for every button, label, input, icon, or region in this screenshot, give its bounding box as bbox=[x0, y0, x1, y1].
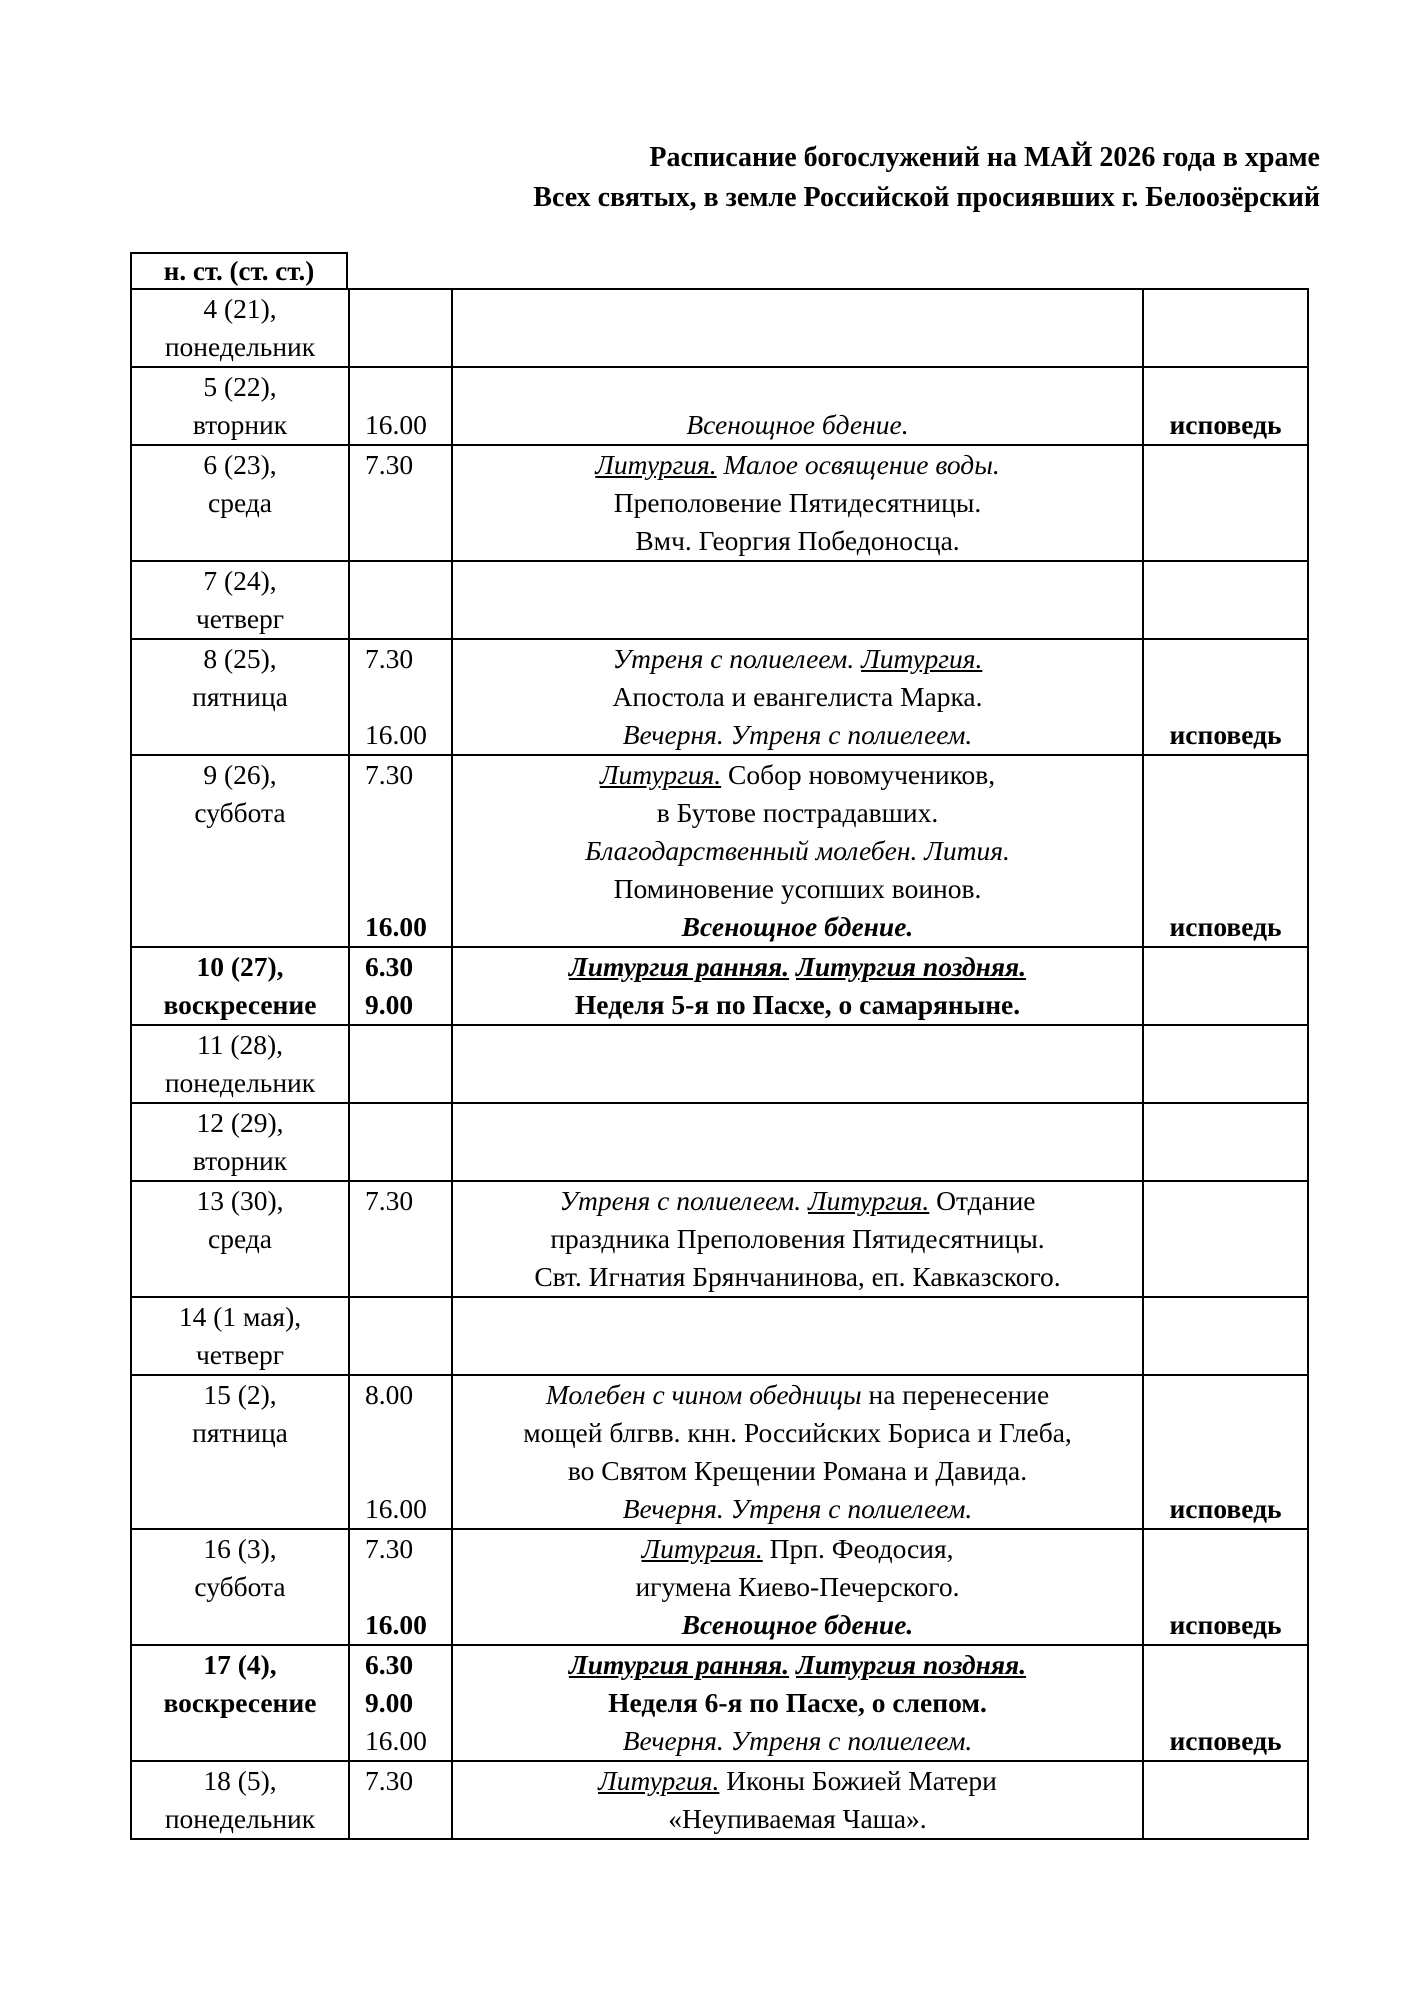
service-text: Литургия. bbox=[861, 643, 983, 674]
service-line bbox=[453, 328, 1142, 366]
confession-label bbox=[1144, 640, 1307, 678]
title-line-1: Расписание богослужений на МАЙ 2026 года в храме bbox=[649, 142, 1320, 173]
service-time bbox=[365, 1414, 451, 1452]
service-time bbox=[365, 1104, 451, 1142]
service-time: 6.30 bbox=[365, 1649, 414, 1680]
service-line bbox=[453, 1414, 1142, 1452]
service-text: Вечерня. Утреня с полиелеем. bbox=[622, 1493, 973, 1524]
date-text: 4 (21), bbox=[203, 293, 277, 324]
time-cell bbox=[349, 289, 452, 367]
confession-label bbox=[1144, 1530, 1307, 1568]
date-text: 7 (24), bbox=[203, 565, 277, 596]
date-cell bbox=[131, 1181, 349, 1297]
confession-cell bbox=[1143, 1025, 1308, 1103]
confession-label bbox=[1144, 1298, 1307, 1336]
confession-cell bbox=[1143, 1645, 1308, 1761]
confession-cell bbox=[1143, 639, 1308, 755]
date-text: 6 (23), bbox=[203, 449, 277, 480]
time-cell bbox=[349, 1103, 452, 1181]
service-line bbox=[453, 908, 1142, 946]
time-cell bbox=[349, 639, 452, 755]
confession-label bbox=[1144, 1220, 1307, 1258]
confession-label bbox=[1144, 870, 1307, 908]
service-line bbox=[453, 1104, 1142, 1142]
confession-cell bbox=[1143, 1529, 1308, 1645]
service-time bbox=[365, 678, 451, 716]
date-cell bbox=[131, 1645, 349, 1761]
service-cell bbox=[452, 367, 1143, 445]
confession-label bbox=[1144, 1452, 1307, 1490]
confession-label bbox=[1144, 794, 1307, 832]
service-line bbox=[453, 1684, 1142, 1722]
service-text: Литургия. bbox=[807, 1185, 930, 1216]
table-row bbox=[131, 1025, 1308, 1103]
service-line bbox=[453, 1530, 1142, 1568]
time-cell bbox=[349, 445, 452, 561]
service-text: Всенощное бдение. bbox=[686, 409, 909, 440]
service-line bbox=[453, 446, 1142, 484]
service-cell bbox=[452, 639, 1143, 755]
confession-label bbox=[1144, 948, 1307, 986]
date-text: 11 (28), bbox=[196, 1029, 284, 1060]
service-line bbox=[453, 600, 1142, 638]
time-cell bbox=[349, 1181, 452, 1297]
service-time bbox=[365, 1800, 451, 1838]
service-time bbox=[365, 794, 451, 832]
table-row bbox=[131, 1761, 1308, 1839]
date-text: воскресение bbox=[163, 989, 317, 1020]
date-text: 13 (30), bbox=[196, 1185, 284, 1216]
date-text: суббота bbox=[194, 1571, 286, 1602]
service-time bbox=[365, 870, 451, 908]
service-line bbox=[453, 1258, 1142, 1296]
service-time bbox=[365, 1064, 451, 1102]
confession-label bbox=[1144, 600, 1307, 638]
table-row bbox=[131, 445, 1308, 561]
service-text: праздника Преполовения Пятидесятницы. bbox=[550, 1223, 1045, 1254]
confession-cell bbox=[1143, 445, 1308, 561]
date-text: понедельник bbox=[164, 1067, 316, 1098]
service-time bbox=[365, 522, 451, 560]
confession-label bbox=[1144, 1142, 1307, 1180]
service-text: Литургия. bbox=[598, 1765, 720, 1796]
service-text: Литургия ранняя. bbox=[568, 951, 790, 982]
date-text: 14 (1 мая), bbox=[178, 1301, 302, 1332]
date-cell bbox=[131, 1529, 349, 1645]
service-time bbox=[365, 1220, 451, 1258]
service-text: Собор новомучеников, bbox=[721, 759, 996, 790]
service-cell bbox=[452, 1297, 1143, 1375]
confession-label bbox=[1144, 1182, 1307, 1220]
service-text: Вечерня. Утреня с полиелеем. bbox=[622, 719, 973, 750]
service-line bbox=[453, 716, 1142, 754]
service-cell bbox=[452, 289, 1143, 367]
service-line bbox=[453, 406, 1142, 444]
service-line bbox=[453, 1646, 1142, 1684]
service-cell bbox=[452, 1529, 1143, 1645]
confession-label bbox=[1144, 368, 1307, 406]
service-text: Литургия. bbox=[641, 1533, 763, 1564]
service-line bbox=[453, 1336, 1142, 1374]
service-text: Вмч. Георгия Победоносца. bbox=[635, 525, 960, 556]
date-text: среда bbox=[208, 1223, 272, 1254]
date-text: пятница bbox=[192, 1417, 288, 1448]
service-text: Литургия. bbox=[595, 449, 717, 480]
date-cell bbox=[131, 1375, 349, 1529]
service-line bbox=[453, 1376, 1142, 1414]
service-text: Литургия поздняя. bbox=[795, 1649, 1027, 1680]
confession-label bbox=[1144, 1646, 1307, 1684]
service-time bbox=[365, 1452, 451, 1490]
confession-cell bbox=[1143, 947, 1308, 1025]
confession-label bbox=[1144, 1064, 1307, 1102]
date-cell bbox=[131, 1297, 349, 1375]
confession-cell bbox=[1143, 561, 1308, 639]
service-time: 16.00 bbox=[365, 911, 427, 942]
service-text: Поминовение усопших воинов. bbox=[613, 873, 982, 904]
time-cell bbox=[349, 1645, 452, 1761]
confession-cell bbox=[1143, 1375, 1308, 1529]
table-row bbox=[131, 947, 1308, 1025]
schedule-body bbox=[131, 289, 1308, 1839]
confession-label bbox=[1144, 484, 1307, 522]
service-line bbox=[453, 756, 1142, 794]
date-text: 17 (4), bbox=[203, 1649, 277, 1680]
service-line bbox=[453, 1722, 1142, 1760]
service-time bbox=[365, 562, 451, 600]
service-cell bbox=[452, 1761, 1143, 1839]
service-time: 16.00 bbox=[365, 1493, 427, 1524]
service-line bbox=[453, 562, 1142, 600]
service-text: игумена Киево-Печерского. bbox=[635, 1571, 960, 1602]
confession-cell bbox=[1143, 1103, 1308, 1181]
service-text: мощей блгвв. кнн. Российских Бориса и Глеба, bbox=[523, 1417, 1072, 1448]
date-text: 8 (25), bbox=[203, 643, 277, 674]
service-time: 7.30 bbox=[365, 643, 414, 674]
service-line bbox=[453, 678, 1142, 716]
confession-label bbox=[1144, 1026, 1307, 1064]
date-text: понедельник bbox=[164, 1803, 316, 1834]
date-cell bbox=[131, 947, 349, 1025]
confession-label bbox=[1144, 832, 1307, 870]
service-time: 7.30 bbox=[365, 759, 414, 790]
service-time: 7.30 bbox=[365, 1765, 414, 1796]
schedule-table bbox=[130, 288, 1309, 1840]
service-line bbox=[453, 522, 1142, 560]
confession-label bbox=[1144, 522, 1307, 560]
date-text: понедельник bbox=[164, 331, 316, 362]
service-text: Малое освящение воды. bbox=[723, 449, 1000, 480]
service-text: Утреня с полиелеем. bbox=[559, 1185, 802, 1216]
date-text: 15 (2), bbox=[203, 1379, 277, 1410]
service-text: Всенощное бдение. bbox=[681, 1609, 914, 1640]
date-cell bbox=[131, 639, 349, 755]
service-line bbox=[453, 986, 1142, 1024]
confession-label: исповедь bbox=[1169, 911, 1282, 942]
table-row bbox=[131, 367, 1308, 445]
service-line bbox=[453, 1142, 1142, 1180]
service-time: 16.00 bbox=[365, 719, 427, 750]
confession-label bbox=[1144, 328, 1307, 366]
service-line bbox=[453, 368, 1142, 406]
confession-label: исповедь bbox=[1169, 409, 1282, 440]
service-text: Утреня с полиелеем. bbox=[612, 643, 855, 674]
confession-label bbox=[1144, 1800, 1307, 1838]
service-line bbox=[453, 1606, 1142, 1644]
service-time bbox=[365, 484, 451, 522]
service-cell bbox=[452, 1181, 1143, 1297]
service-text: Неделя 5-я по Пасхе, о самаряныне. bbox=[574, 989, 1021, 1020]
service-line bbox=[453, 1568, 1142, 1606]
table-row bbox=[131, 561, 1308, 639]
table-row bbox=[131, 289, 1308, 367]
date-cell bbox=[131, 561, 349, 639]
service-time: 7.30 bbox=[365, 1185, 414, 1216]
service-time bbox=[365, 1026, 451, 1064]
date-cell bbox=[131, 1103, 349, 1181]
confession-label bbox=[1144, 1258, 1307, 1296]
service-cell bbox=[452, 1375, 1143, 1529]
service-text: Свт. Игнатия Брянчанинова, еп. Кавказского. bbox=[534, 1261, 1061, 1292]
confession-label bbox=[1144, 290, 1307, 328]
table-row bbox=[131, 1103, 1308, 1181]
date-cell bbox=[131, 367, 349, 445]
service-text: во Святом Крещении Романа и Давида. bbox=[567, 1455, 1028, 1486]
service-text: Преполовение Пятидесятницы. bbox=[613, 487, 982, 518]
confession-label bbox=[1144, 1762, 1307, 1800]
table-row bbox=[131, 1529, 1308, 1645]
service-line bbox=[453, 1182, 1142, 1220]
table-row bbox=[131, 639, 1308, 755]
time-cell bbox=[349, 367, 452, 445]
date-text: вторник bbox=[192, 1145, 288, 1176]
time-cell bbox=[349, 947, 452, 1025]
date-text: вторник bbox=[192, 409, 288, 440]
service-line bbox=[453, 484, 1142, 522]
confession-cell bbox=[1143, 289, 1308, 367]
service-time bbox=[365, 1258, 451, 1296]
service-line bbox=[453, 1064, 1142, 1102]
confession-label: исповедь bbox=[1169, 1609, 1282, 1640]
date-cell bbox=[131, 755, 349, 947]
service-line bbox=[453, 832, 1142, 870]
service-cell bbox=[452, 1645, 1143, 1761]
service-time: 16.00 bbox=[365, 409, 427, 440]
date-text: 10 (27), bbox=[196, 951, 284, 982]
confession-cell bbox=[1143, 1761, 1308, 1839]
service-text: Прп. Феодосия, bbox=[762, 1533, 954, 1564]
confession-label bbox=[1144, 678, 1307, 716]
time-cell bbox=[349, 1297, 452, 1375]
service-time bbox=[365, 600, 451, 638]
confession-label bbox=[1144, 1568, 1307, 1606]
confession-label: исповедь bbox=[1169, 1493, 1282, 1524]
service-line bbox=[453, 870, 1142, 908]
service-time: 9.00 bbox=[365, 989, 414, 1020]
service-line bbox=[453, 1490, 1142, 1528]
confession-label bbox=[1144, 1376, 1307, 1414]
table-row bbox=[131, 1645, 1308, 1761]
title-line-2: Всех святых, в земле Российской просиявших г. Белоозёрский bbox=[533, 182, 1320, 213]
date-text: 5 (22), bbox=[203, 371, 277, 402]
service-cell bbox=[452, 947, 1143, 1025]
service-text bbox=[801, 1185, 808, 1216]
date-text: пятница bbox=[192, 681, 288, 712]
service-line bbox=[453, 1452, 1142, 1490]
table-row bbox=[131, 1375, 1308, 1529]
service-time bbox=[365, 328, 451, 366]
date-cell bbox=[131, 289, 349, 367]
service-line bbox=[453, 1762, 1142, 1800]
service-text: Вечерня. Утреня с полиелеем. bbox=[622, 1725, 973, 1756]
date-text: четверг bbox=[195, 603, 285, 634]
service-line bbox=[453, 1800, 1142, 1838]
confession-label bbox=[1144, 756, 1307, 794]
time-cell bbox=[349, 1025, 452, 1103]
confession-label: исповедь bbox=[1169, 719, 1282, 750]
date-cell bbox=[131, 445, 349, 561]
schedule-title bbox=[533, 138, 1320, 218]
table-row bbox=[131, 1181, 1308, 1297]
service-time bbox=[365, 368, 451, 406]
date-text: четверг bbox=[195, 1339, 285, 1370]
service-line bbox=[453, 1298, 1142, 1336]
service-time bbox=[365, 1336, 451, 1374]
confession-label bbox=[1144, 1414, 1307, 1452]
service-cell bbox=[452, 1103, 1143, 1181]
service-text: Всенощное бдение. bbox=[681, 911, 914, 942]
service-time bbox=[365, 1568, 451, 1606]
service-text: в Бутове пострадавших. bbox=[656, 797, 939, 828]
service-line bbox=[453, 794, 1142, 832]
service-text bbox=[789, 1649, 796, 1680]
confession-label bbox=[1144, 446, 1307, 484]
service-line bbox=[453, 290, 1142, 328]
service-text: Литургия. bbox=[599, 759, 722, 790]
date-text: 18 (5), bbox=[203, 1765, 277, 1796]
date-cell bbox=[131, 1761, 349, 1839]
date-text: 16 (3), bbox=[203, 1533, 277, 1564]
service-text: на перенесение bbox=[861, 1379, 1050, 1410]
confession-cell bbox=[1143, 755, 1308, 947]
service-time: 7.30 bbox=[365, 449, 414, 480]
service-time: 7.30 bbox=[365, 1533, 414, 1564]
date-text: суббота bbox=[194, 797, 286, 828]
service-time bbox=[365, 1142, 451, 1180]
service-line bbox=[453, 1220, 1142, 1258]
date-column-header: н. ст. (ст. ст.) bbox=[130, 252, 348, 288]
time-cell bbox=[349, 1529, 452, 1645]
date-text: воскресение bbox=[163, 1687, 317, 1718]
service-line bbox=[453, 640, 1142, 678]
service-time bbox=[365, 290, 451, 328]
table-row bbox=[131, 1297, 1308, 1375]
service-text: «Неупиваемая Чаша». bbox=[668, 1803, 927, 1834]
date-text: 12 (29), bbox=[196, 1107, 284, 1138]
service-text: Неделя 6-я по Пасхе, о слепом. bbox=[608, 1687, 987, 1718]
confession-label bbox=[1144, 986, 1307, 1024]
service-text: Литургия поздняя. bbox=[795, 951, 1027, 982]
service-text: Отдание bbox=[929, 1185, 1036, 1216]
service-line bbox=[453, 1026, 1142, 1064]
service-time: 8.00 bbox=[365, 1379, 414, 1410]
service-cell bbox=[452, 445, 1143, 561]
service-time bbox=[365, 1298, 451, 1336]
service-time bbox=[365, 832, 451, 870]
confession-cell bbox=[1143, 367, 1308, 445]
service-text: Литургия ранняя. bbox=[568, 1649, 790, 1680]
service-line bbox=[453, 948, 1142, 986]
time-cell bbox=[349, 1375, 452, 1529]
service-time: 16.00 bbox=[365, 1609, 427, 1640]
time-cell bbox=[349, 561, 452, 639]
confession-label bbox=[1144, 1336, 1307, 1374]
service-text: Благодарственный молебен. Лития. bbox=[585, 835, 1010, 866]
service-text bbox=[789, 951, 796, 982]
date-cell bbox=[131, 1025, 349, 1103]
time-cell bbox=[349, 1761, 452, 1839]
confession-cell bbox=[1143, 1297, 1308, 1375]
confession-label bbox=[1144, 562, 1307, 600]
service-cell bbox=[452, 1025, 1143, 1103]
service-cell bbox=[452, 755, 1143, 947]
service-cell bbox=[452, 561, 1143, 639]
confession-label bbox=[1144, 1104, 1307, 1142]
service-time: 9.00 bbox=[365, 1687, 414, 1718]
service-time: 6.30 bbox=[365, 951, 414, 982]
service-text: Молебен с чином обедницы bbox=[545, 1379, 862, 1410]
confession-cell bbox=[1143, 1181, 1308, 1297]
confession-label: исповедь bbox=[1169, 1725, 1282, 1756]
table-row bbox=[131, 755, 1308, 947]
service-time: 16.00 bbox=[365, 1725, 427, 1756]
time-cell bbox=[349, 755, 452, 947]
confession-label bbox=[1144, 1684, 1307, 1722]
service-text: Апостола и евангелиста Марка. bbox=[612, 681, 983, 712]
service-text: Иконы Божией Матери bbox=[719, 1765, 997, 1796]
date-text: среда bbox=[208, 487, 272, 518]
date-text: 9 (26), bbox=[203, 759, 277, 790]
